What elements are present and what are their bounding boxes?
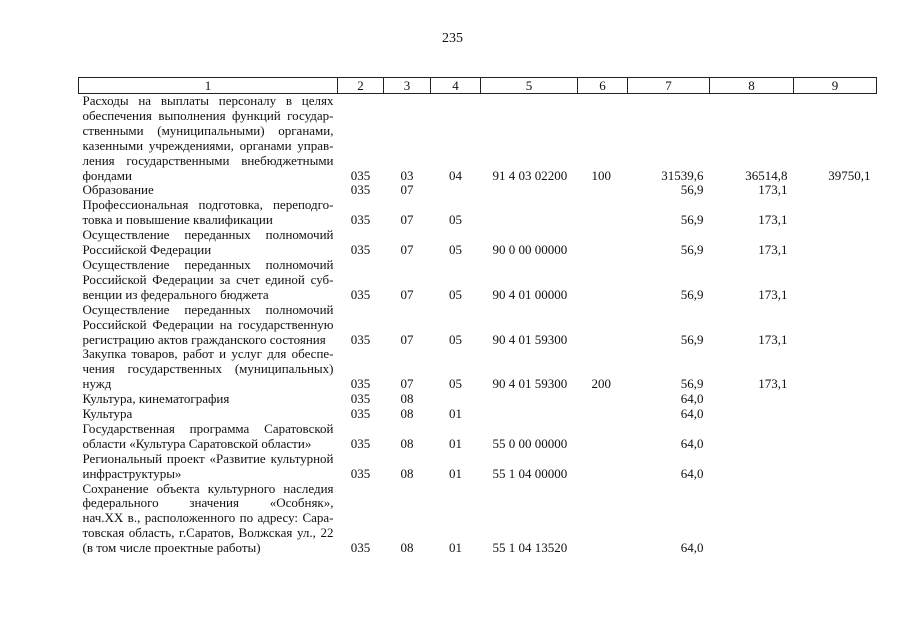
cell-c5 — [481, 392, 578, 407]
cell-c6 — [578, 183, 628, 198]
cell-c3: 07 — [400, 376, 414, 392]
table-row — [79, 407, 877, 422]
cell-c5: 90 4 01 59300 — [492, 376, 568, 392]
column-header-4: 4 — [431, 78, 481, 94]
cell-c9 — [794, 452, 877, 482]
cell-c3: 07 — [400, 242, 414, 258]
description-line: федерального значения «Особняк», — [82, 495, 334, 511]
cell-c5: 90 4 01 00000 — [492, 286, 568, 302]
column-header-8: 8 — [710, 78, 794, 94]
cell-c8: 173,1 — [758, 331, 788, 347]
cell-c2: 035 — [350, 331, 371, 347]
description-line: Российской Федерации за счет единой суб- — [82, 271, 334, 287]
table-row — [79, 422, 877, 452]
cell-c7: 64,0 — [680, 391, 704, 407]
description-line: Российской Федерации — [82, 242, 212, 258]
cell-c4: 05 — [449, 331, 462, 347]
description-line: (в том числе проектные работы) — [82, 540, 261, 556]
cell-c8 — [710, 392, 794, 407]
cell-c4: 01 — [449, 465, 462, 481]
row-description — [79, 407, 338, 422]
cell-c4: 05 — [449, 212, 462, 228]
description-line: Осуществление переданных полномочий — [82, 256, 334, 272]
description-line: Государственная программа Саратовской — [82, 420, 334, 436]
description-line: обеспечения выполнения функций государ- — [82, 107, 334, 123]
cell-c4 — [431, 183, 481, 198]
row-description — [79, 198, 338, 228]
table-row — [79, 183, 877, 198]
cell-c9 — [794, 228, 877, 258]
cell-c4: 05 — [449, 286, 462, 302]
table-row — [79, 482, 877, 557]
cell-c8 — [710, 482, 794, 557]
cell-c9 — [794, 347, 877, 392]
cell-c4: 04 — [449, 167, 462, 183]
cell-c6 — [578, 482, 628, 557]
description-line: Российской Федерации на государственную — [82, 316, 334, 332]
description-line: Культура, кинематография — [82, 391, 230, 407]
cell-c3: 07 — [400, 182, 414, 198]
cell-c6: 100 — [591, 167, 611, 183]
cell-c9: 39750,1 — [828, 167, 871, 183]
cell-c6 — [578, 392, 628, 407]
cell-c3: 08 — [400, 540, 414, 556]
budget-table — [78, 77, 877, 556]
cell-c3: 07 — [400, 212, 414, 228]
column-header-3: 3 — [384, 78, 431, 94]
cell-c7: 56,9 — [680, 376, 704, 392]
cell-c2: 035 — [350, 406, 371, 422]
cell-c7: 64,0 — [680, 406, 704, 422]
column-header-9: 9 — [794, 78, 877, 94]
description-line: Региональный проект «Развитие культурной — [82, 450, 334, 466]
cell-c8: 173,1 — [758, 182, 788, 198]
cell-c5 — [481, 183, 578, 198]
cell-c7: 64,0 — [680, 435, 704, 451]
table-row — [79, 94, 877, 184]
cell-c8 — [710, 422, 794, 452]
cell-c8 — [710, 407, 794, 422]
cell-c7: 56,9 — [680, 182, 704, 198]
cell-c8 — [710, 452, 794, 482]
row-description — [79, 228, 338, 258]
cell-c2: 035 — [350, 242, 371, 258]
cell-c7: 31539,6 — [661, 167, 704, 183]
cell-c9 — [794, 392, 877, 407]
cell-c5 — [481, 198, 578, 228]
column-header-7: 7 — [628, 78, 710, 94]
cell-c4: 01 — [449, 435, 462, 451]
cell-c3: 08 — [400, 435, 414, 451]
cell-c6 — [578, 452, 628, 482]
cell-c3: 08 — [400, 406, 414, 422]
cell-c9 — [794, 258, 877, 303]
cell-c6: 200 — [591, 376, 611, 392]
cell-c6 — [578, 228, 628, 258]
column-header-6: 6 — [578, 78, 628, 94]
description-line: ления государственными внебюджетными — [82, 152, 334, 168]
description-line: нач.XX в., расположенного по адресу: Сара- — [82, 510, 334, 526]
description-line: чения государственных (муниципальных) — [82, 361, 334, 377]
description-line: регистрацию актов гражданского состояния — [82, 331, 326, 347]
description-line: Осуществление переданных полномочий — [82, 227, 334, 243]
cell-c7: 56,9 — [680, 286, 704, 302]
description-line: инфраструктуры» — [82, 465, 182, 481]
cell-c7: 56,9 — [680, 212, 704, 228]
cell-c3: 03 — [400, 167, 414, 183]
cell-c6 — [578, 407, 628, 422]
cell-c6 — [578, 258, 628, 303]
cell-c2: 035 — [350, 465, 371, 481]
cell-c5: 91 4 03 02200 — [492, 167, 568, 183]
cell-c5: 55 1 04 13520 — [492, 540, 568, 556]
description-line: ственными (муниципальными) органами, — [82, 122, 334, 138]
cell-c3: 07 — [400, 286, 414, 302]
cell-c9 — [794, 198, 877, 228]
row-description — [79, 258, 338, 303]
description-line: нужд — [82, 376, 112, 392]
table-row — [79, 347, 877, 392]
row-description — [79, 303, 338, 348]
cell-c5: 90 0 00 00000 — [492, 242, 568, 258]
row-description — [79, 183, 338, 198]
row-description — [79, 392, 338, 407]
cell-c4: 01 — [449, 406, 462, 422]
table-row — [79, 303, 877, 348]
cell-c7: 56,9 — [680, 242, 704, 258]
cell-c2: 035 — [350, 286, 371, 302]
table-row — [79, 452, 877, 482]
cell-c3: 07 — [400, 331, 414, 347]
description-line: области «Культура Саратовской области» — [82, 435, 312, 451]
cell-c2: 035 — [350, 182, 371, 198]
cell-c8: 36514,8 — [745, 167, 788, 183]
cell-c8: 173,1 — [758, 376, 788, 392]
cell-c7: 56,9 — [680, 331, 704, 347]
cell-c2: 035 — [350, 435, 371, 451]
cell-c4: 01 — [449, 540, 462, 556]
cell-c9 — [794, 422, 877, 452]
description-line: товская область, г.Саратов, Волжская ул., 22 — [82, 525, 334, 541]
cell-c8: 173,1 — [758, 242, 788, 258]
description-line: казенными учреждениями, органами управ- — [82, 137, 334, 153]
cell-c8: 173,1 — [758, 286, 788, 302]
cell-c2: 035 — [350, 212, 371, 228]
description-line: фондами — [82, 167, 132, 183]
description-line: Сохранение объекта культурного наследия — [82, 480, 334, 496]
cell-c8: 173,1 — [758, 212, 788, 228]
cell-c2: 035 — [350, 167, 371, 183]
description-line: венции из федерального бюджета — [82, 286, 269, 302]
table-row — [79, 258, 877, 303]
table-row — [79, 392, 877, 407]
cell-c5: 55 1 04 00000 — [492, 465, 568, 481]
cell-c5 — [481, 407, 578, 422]
table-header-row — [79, 78, 877, 94]
description-line: Культура — [82, 406, 133, 422]
page-number: 235 — [442, 31, 463, 46]
table-row — [79, 198, 877, 228]
cell-c2: 035 — [350, 540, 371, 556]
description-line: товка и повышение квалификации — [82, 212, 273, 228]
column-header-5: 5 — [481, 78, 578, 94]
cell-c3: 08 — [400, 391, 414, 407]
cell-c5: 55 0 00 00000 — [492, 435, 568, 451]
row-description — [79, 422, 338, 452]
description-line: Расходы на выплаты персоналу в целях — [82, 93, 334, 108]
cell-c6 — [578, 303, 628, 348]
row-description — [79, 482, 338, 557]
cell-c9 — [794, 303, 877, 348]
description-line: Закупка товаров, работ и услуг для обеспе- — [82, 346, 334, 362]
column-header-1: 1 — [79, 78, 338, 94]
cell-c5: 90 4 01 59300 — [492, 331, 568, 347]
description-line: Профессиональная подготовка, переподго- — [82, 197, 334, 213]
cell-c4: 05 — [449, 376, 462, 392]
description-line: Осуществление переданных полномочий — [82, 301, 334, 317]
cell-c9 — [794, 183, 877, 198]
cell-c9 — [794, 482, 877, 557]
cell-c4 — [431, 392, 481, 407]
cell-c6 — [578, 422, 628, 452]
cell-c2: 035 — [350, 391, 371, 407]
cell-c2: 035 — [350, 376, 371, 392]
cell-c4: 05 — [449, 242, 462, 258]
row-description — [79, 452, 338, 482]
column-header-2: 2 — [338, 78, 384, 94]
cell-c7: 64,0 — [680, 465, 704, 481]
table-row — [79, 228, 877, 258]
cell-c9 — [794, 407, 877, 422]
row-description — [79, 347, 338, 392]
row-description — [79, 94, 338, 184]
cell-c6 — [578, 198, 628, 228]
cell-c7: 64,0 — [680, 540, 704, 556]
cell-c3: 08 — [400, 465, 414, 481]
description-line: Образование — [82, 182, 154, 198]
